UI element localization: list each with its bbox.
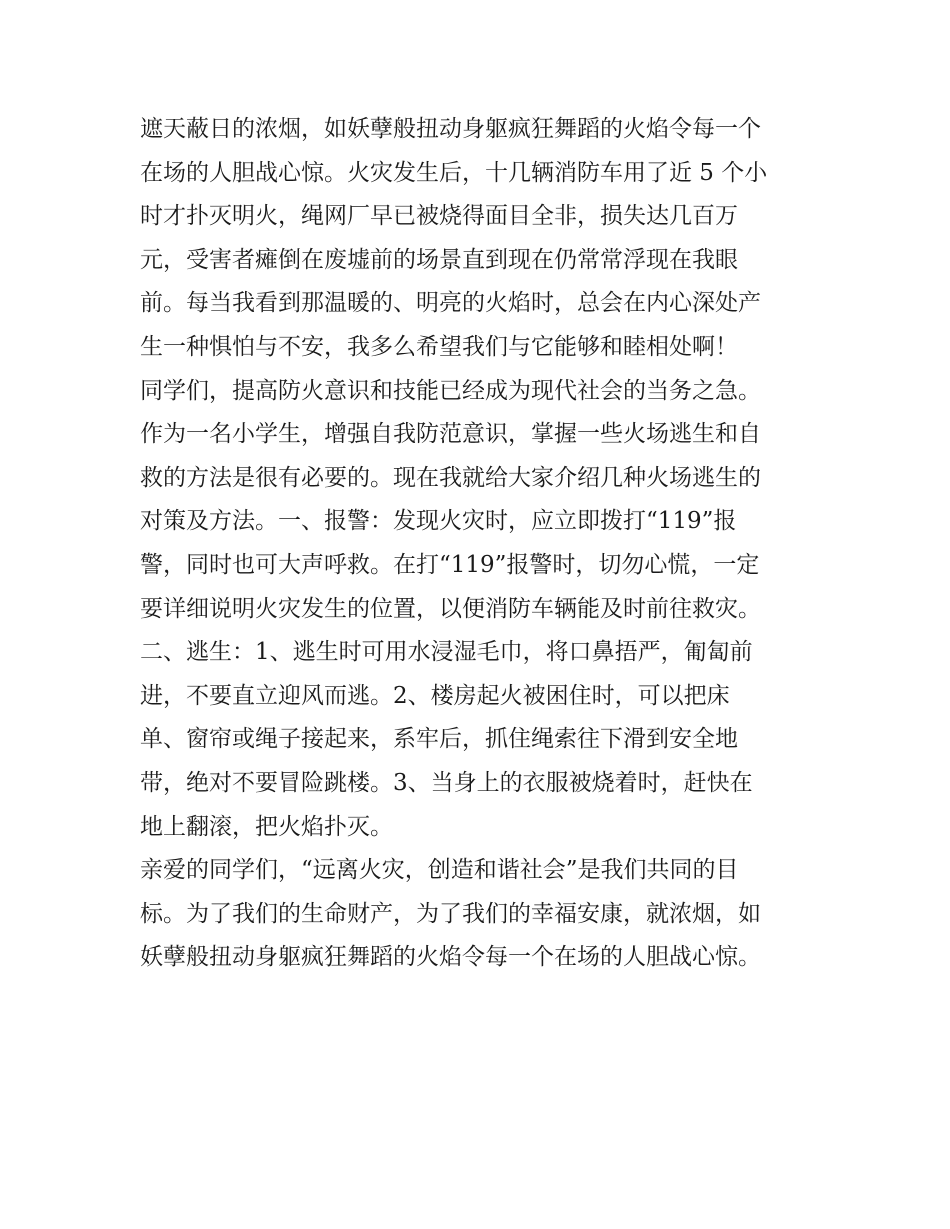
- text-line: 标。为了我们的生命财产，为了我们的幸福安康，就浓烟，如: [140, 900, 761, 927]
- text-line: 生一种惧怕与不安，我多么希望我们与它能够和睦相处啊！: [140, 333, 738, 360]
- text-line: 前。每当我看到那温暖的、明亮的火焰时，总会在内心深处产: [140, 290, 761, 317]
- text-line: 元，受害者瘫倒在废墟前的场景直到现在仍常常浮现在我眼: [140, 246, 738, 273]
- text-line: 要详细说明火灾发生的位置，以便消防车辆能及时前往救灾。: [140, 595, 761, 622]
- text-line: 带，绝对不要冒险跳楼。3、当身上的衣服被烧着时，赶快在: [140, 769, 753, 796]
- text-line: 时才扑灭明火，绳网厂早已被烧得面目全非，损失达几百万: [140, 203, 738, 230]
- text-line: 救的方法是很有必要的。现在我就给大家介绍几种火场逃生的: [140, 464, 761, 491]
- text-line: 进，不要直立迎风而逃。2、楼房起火被困住时，可以把床: [140, 682, 730, 709]
- text-line: 地上翻滚，把火焰扑灭。: [140, 813, 393, 840]
- text-line: 二、逃生：1、逃生时可用水浸湿毛巾，将口鼻捂严，匍匐前: [140, 639, 753, 666]
- text-line: 同学们，提高防火意识和技能已经成为现代社会的当务之急。: [140, 377, 761, 404]
- text-line: 亲爱的同学们，“远离火灾，创造和谐社会”是我们共同的目: [140, 857, 739, 884]
- text-line: 警，同时也可大声呼救。在打“119”报警时，切勿心慌，一定: [140, 551, 760, 578]
- text-line: 在场的人胆战心惊。火灾发生后，十几辆消防车用了近 5 个小: [140, 159, 768, 186]
- text-line: 遮天蔽日的浓烟，如妖孽般扭动身躯疯狂舞蹈的火焰令每一个: [140, 116, 761, 142]
- text-line: 单、窗帘或绳子接起来，系牢后，抓住绳索往下滑到安全地: [140, 726, 738, 753]
- text-line: 作为一名小学生，增强自我防范意识，掌握一些火场逃生和自: [140, 421, 761, 448]
- body-text: [140, 108, 820, 980]
- text-line: 对策及方法。一、报警：发现火灾时，应立即拨打“119”报: [140, 508, 737, 535]
- text-line: 妖孽般扭动身躯疯狂舞蹈的火焰令每一个在场的人胆战心惊。: [140, 944, 761, 971]
